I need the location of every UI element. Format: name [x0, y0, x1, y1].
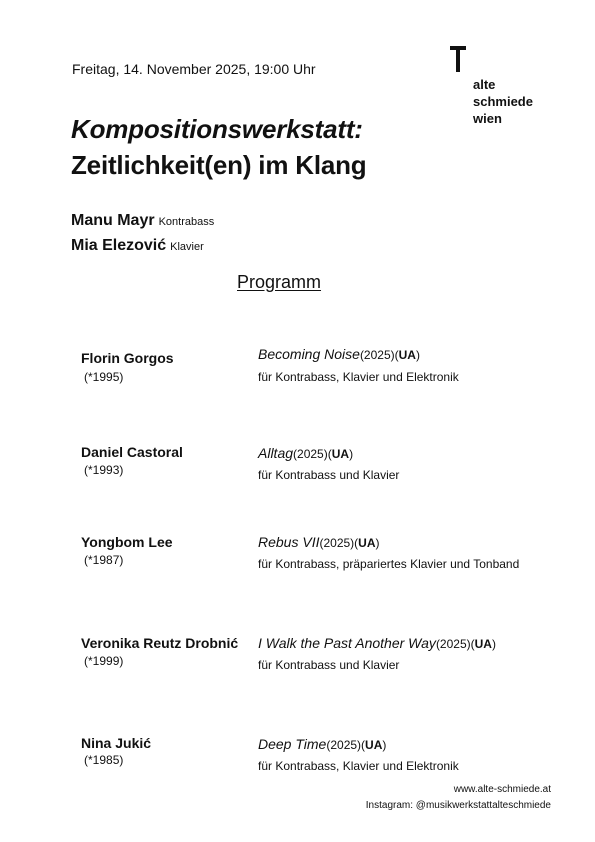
paren-close: ) — [349, 447, 354, 461]
work-title-line — [258, 445, 353, 461]
alte-schmiede-logo — [450, 46, 560, 126]
performer-1 — [71, 212, 214, 230]
work-year: (2025) — [326, 738, 362, 752]
paren-close: ) — [415, 348, 420, 362]
performer-2 — [71, 237, 204, 255]
composer-name: Daniel Castoral — [81, 444, 183, 460]
premiere-marker: UA — [365, 738, 383, 752]
hammer-t-icon — [450, 46, 466, 72]
performer-name: Manu Mayr — [71, 212, 155, 229]
composer-name: Veronika Reutz Drobnić — [81, 635, 239, 651]
title-line-1: Kompositionswerkstatt: — [71, 114, 363, 144]
work-year: (2025) — [359, 348, 395, 362]
composer-name: Nina Jukić — [81, 735, 152, 751]
work-title: Alltag — [258, 445, 294, 461]
performer-instrument: Kontrabass — [158, 216, 215, 228]
performer-name: Mia Elezović — [71, 237, 167, 254]
footer-instagram: Instagram: @musikwerkstattalteschmiede — [365, 800, 551, 811]
work-title-line — [258, 534, 380, 550]
title-line-2: Zeitlichkeit(en) im Klang — [71, 150, 367, 180]
work-title-line — [258, 736, 386, 752]
instrumentation: für Kontrabass und Klavier — [258, 468, 400, 482]
composer-name: Yongbom Lee — [81, 534, 173, 550]
logo-line-3: wien — [473, 111, 502, 126]
work-title: Deep Time — [258, 736, 327, 752]
composer-birth-year: (*1987) — [84, 553, 124, 567]
premiere-marker: UA — [398, 348, 416, 362]
premiere-marker: UA — [474, 637, 492, 651]
work-year: (2025) — [293, 447, 328, 461]
event-date: Freitag, 14. November 2025, 19:00 Uhr — [72, 61, 316, 77]
programm-heading: Programm — [237, 272, 322, 292]
paren-close: ) — [382, 738, 387, 752]
composer-birth-year: (*1995) — [84, 370, 124, 384]
footer-website: www.alte-schmiede.at — [453, 784, 551, 795]
work-title: I Walk the Past Another Way — [258, 635, 436, 651]
paren-open: ( — [361, 738, 366, 752]
work-title: Becoming Noise — [258, 346, 360, 362]
premiere-marker: UA — [358, 536, 376, 550]
paren-close: ) — [375, 536, 380, 550]
work-title-line — [258, 635, 496, 651]
composer-name: Florin Gorgos — [81, 350, 174, 366]
work-title-line — [258, 346, 420, 362]
work-year: (2025) — [319, 536, 355, 550]
logo-line-2: schmiede — [473, 94, 533, 109]
instrumentation: für Kontrabass und Klavier — [258, 658, 400, 672]
paren-open: ( — [394, 348, 399, 362]
paren-close: ) — [491, 637, 496, 651]
instrumentation: für Kontrabass, präpariertes Klavier und Tonband — [258, 557, 520, 571]
composer-birth-year: (*1985) — [84, 753, 124, 767]
composer-birth-year: (*1993) — [84, 463, 124, 477]
logo-line-1: alte — [473, 77, 496, 92]
instrumentation: für Kontrabass, Klavier und Elektronik — [258, 370, 459, 384]
composer-birth-year: (*1999) — [84, 654, 124, 668]
paren-open: ( — [354, 536, 359, 550]
premiere-marker: UA — [331, 447, 350, 461]
paren-open: ( — [470, 637, 475, 651]
work-title: Rebus VII — [258, 534, 320, 550]
performer-instrument: Klavier — [170, 241, 204, 253]
paren-open: ( — [327, 447, 332, 461]
instrumentation: für Kontrabass, Klavier und Elektronik — [258, 759, 459, 773]
work-year: (2025) — [435, 637, 471, 651]
